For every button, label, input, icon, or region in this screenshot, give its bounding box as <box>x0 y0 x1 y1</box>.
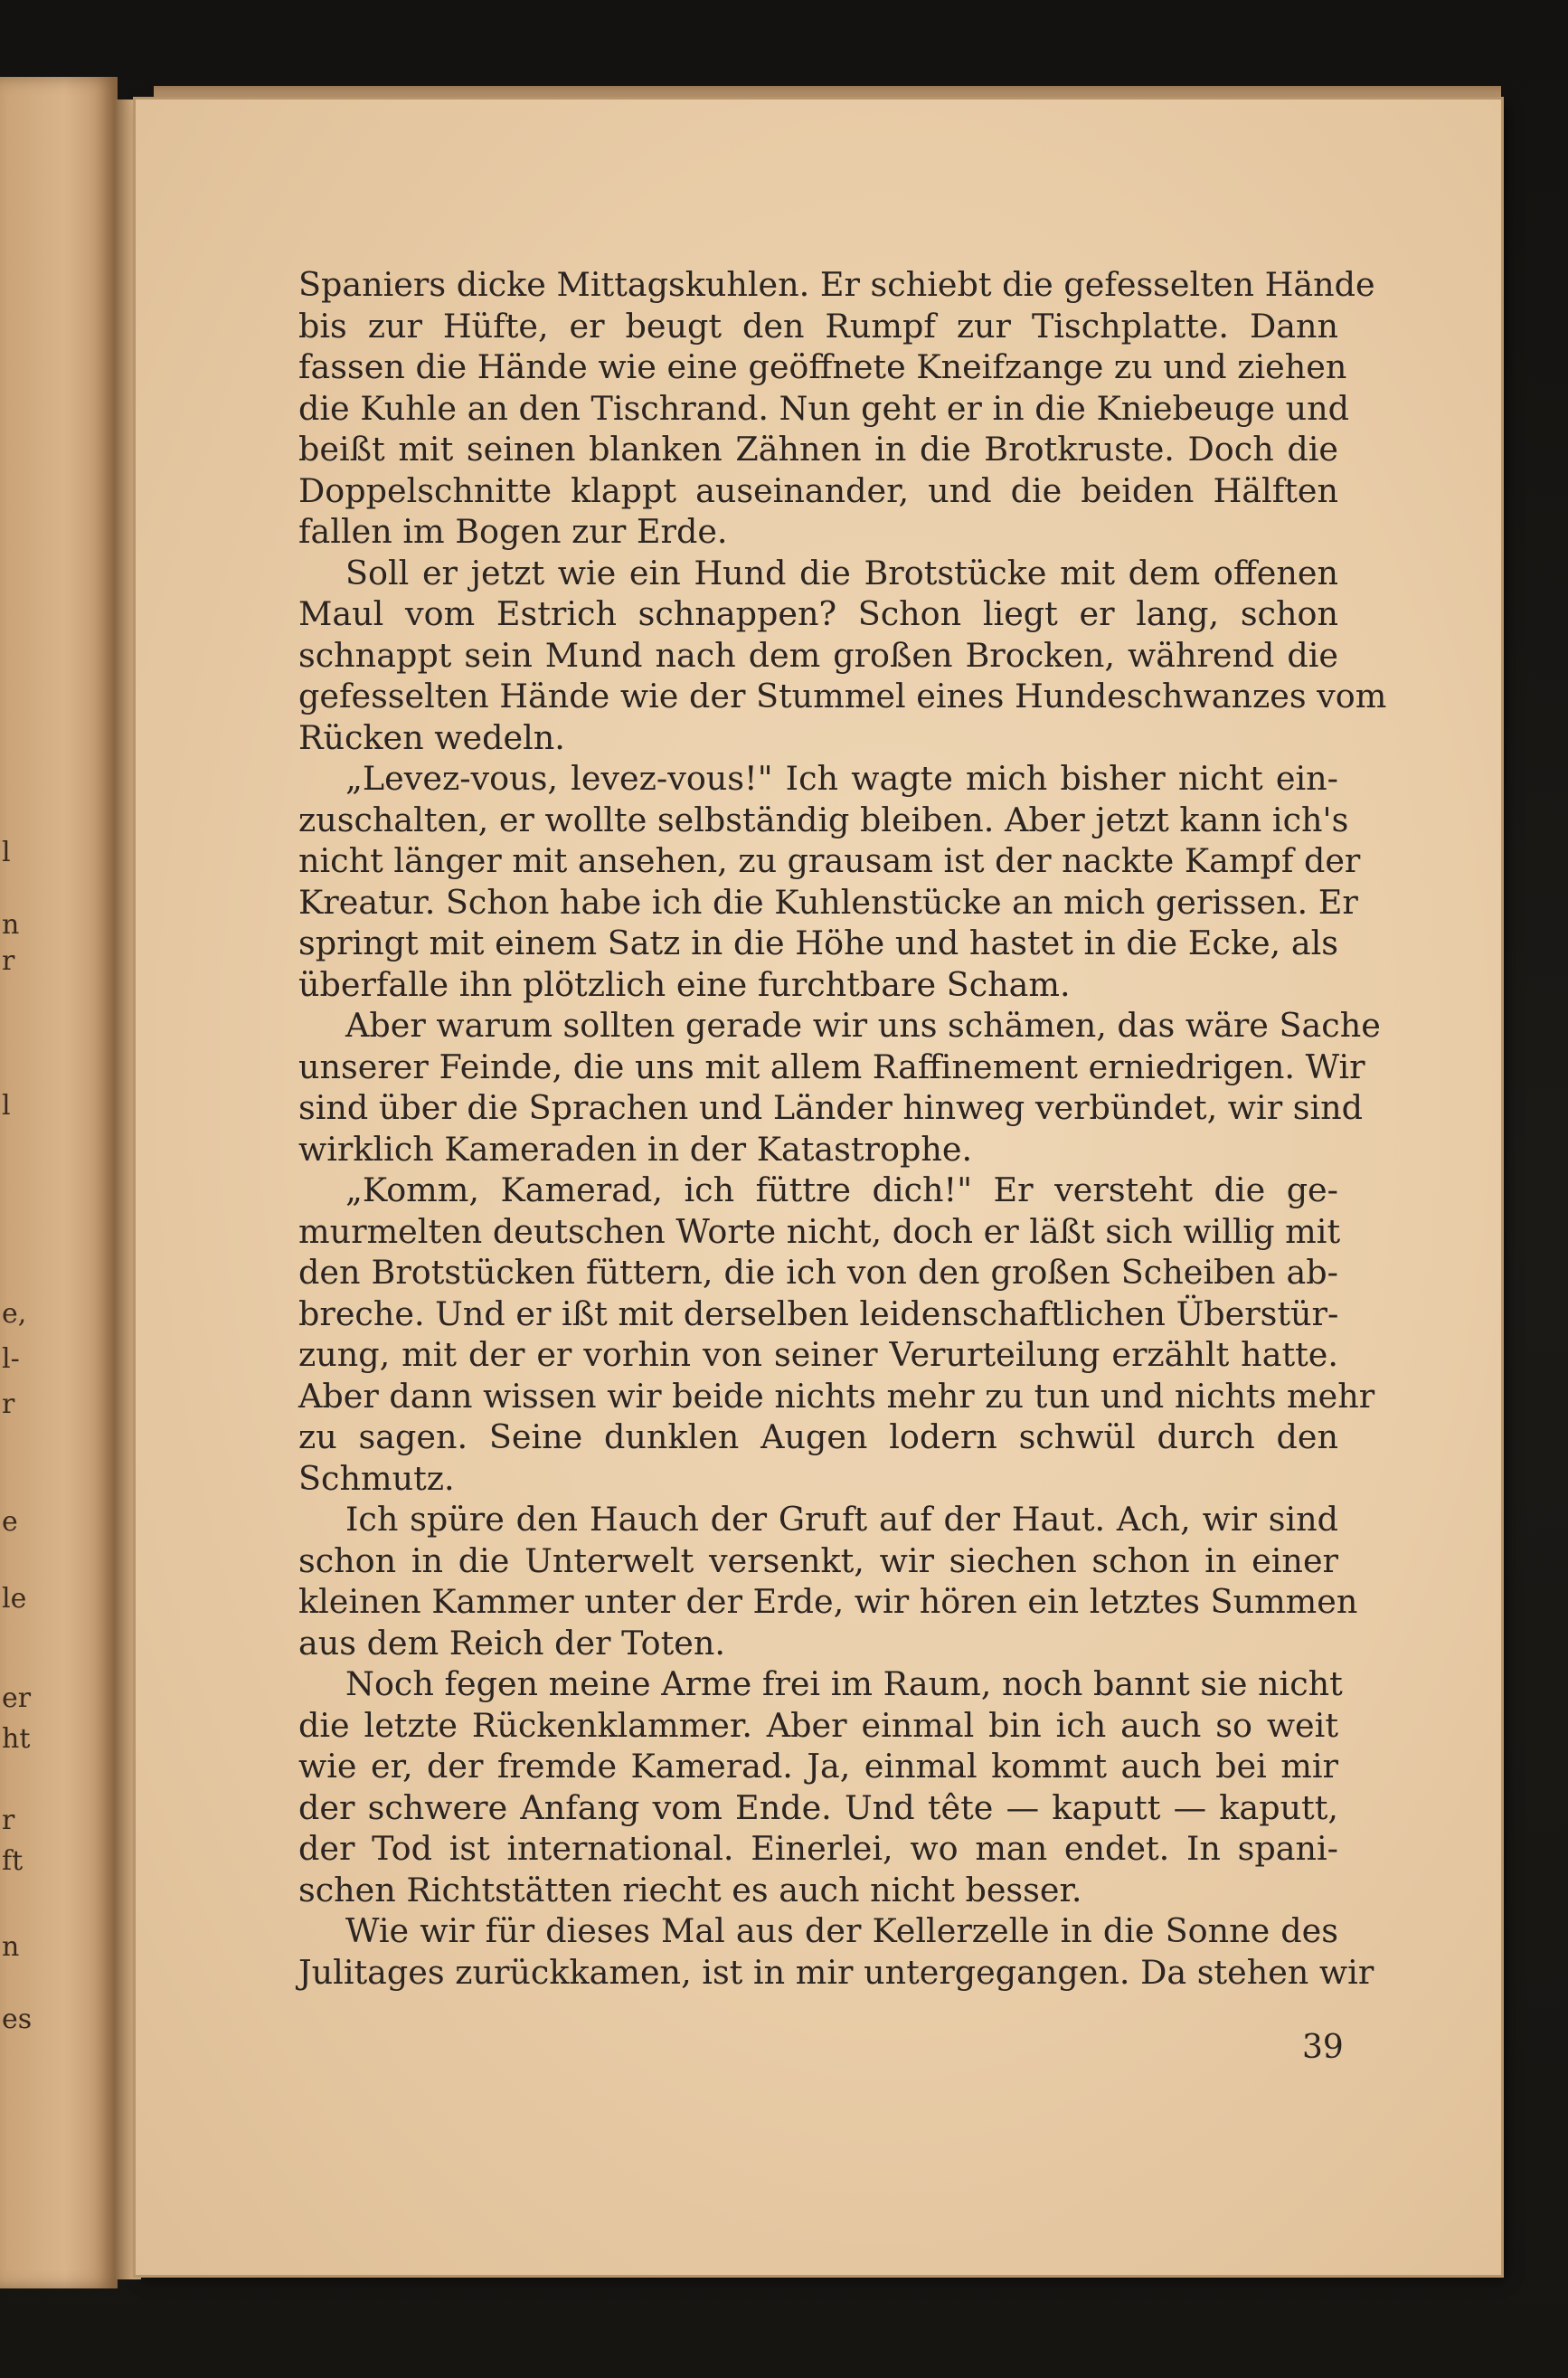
left-facing-page <box>0 77 118 2288</box>
page-number: 39 <box>1302 2029 1344 2066</box>
left-page-fragment: e, <box>2 1298 27 1330</box>
text-line: den Brotstücken füttern, die ich von den großen Scheiben ab- <box>298 1253 1338 1292</box>
text-line: unserer Feinde, die uns mit allem Raffinement erniedrigen. Wir <box>298 1047 1365 1086</box>
left-page-fragment: n <box>2 1931 20 1963</box>
left-page-fragment: r <box>2 1805 15 1836</box>
text-line: beißt mit seinen blanken Zähnen in die Brotkruste. Doch die <box>298 430 1338 469</box>
left-page-fragment: r <box>2 1388 15 1420</box>
text-line: bis zur Hüfte, er beugt den Rumpf zur Tischplatte. Dann <box>298 306 1338 346</box>
text-line: überfalle ihn plötzlich eine furchtbare Scham. <box>298 964 1071 1004</box>
left-page-fragment: er <box>2 1682 32 1714</box>
text-line: Ich spüre den Hauch der Gruft auf der Haut. Ach, wir sind <box>345 1500 1338 1539</box>
text-line: Kreatur. Schon habe ich die Kuhlenstücke an mich gerissen. Er <box>298 882 1358 922</box>
text-line: der Tod ist international. Einerlei, wo man endet. In spani- <box>298 1829 1338 1868</box>
text-line: Aber warum sollten gerade wir uns schämen, das wäre Sache <box>345 1006 1381 1045</box>
text-line: murmelten deutschen Worte nicht, doch er läßt sich willig mit <box>298 1211 1341 1251</box>
left-page-fragment: r <box>2 945 15 977</box>
text-line: wirklich Kameraden in der Katastrophe. <box>298 1129 973 1169</box>
left-page-fragment: le <box>2 1583 27 1615</box>
text-line: breche. Und er ißt mit derselben leidenschaftlichen Überstür- <box>298 1293 1339 1333</box>
text-line: zuschalten, er wollte selbständig bleiben. Aber jetzt kann ich's <box>298 800 1349 839</box>
text-line: der schwere Anfang vom Ende. Und tête — kaputt — kaputt, <box>298 1787 1338 1827</box>
text-line: nicht länger mit ansehen, zu grausam ist der nackte Kampf der <box>298 841 1361 880</box>
text-line: fallen im Bogen zur Erde. <box>298 512 728 551</box>
left-page-fragment: l <box>2 1090 11 1122</box>
text-line: fassen die Hände wie eine geöffnete Kneifzange zu und ziehen <box>298 347 1347 386</box>
text-line: wie er, der fremde Kamerad. Ja, einmal kommt auch bei mir <box>298 1747 1338 1786</box>
text-line: Julitages zurückkamen, ist in mir untergegangen. Da stehen wir <box>298 1952 1374 1992</box>
text-line: schon in die Unterwelt versenkt, wir siechen schon in einer <box>298 1540 1338 1580</box>
text-line: sind über die Sprachen und Länder hinweg verbündet, wir sind <box>298 1088 1364 1127</box>
text-line: Soll er jetzt wie ein Hund die Brotstücke mit dem offenen <box>345 553 1338 592</box>
left-page-fragment: es <box>2 2004 33 2035</box>
text-line: schnappt sein Mund nach dem großen Brocken, während die <box>298 635 1338 675</box>
text-line: Rücken wedeln. <box>298 717 565 757</box>
text-line: die Kuhle an den Tischrand. Nun geht er in die Kniebeuge und <box>298 388 1349 428</box>
left-page-fragment: e <box>2 1506 18 1538</box>
left-page-fragment: ht <box>2 1723 31 1755</box>
text-line: Schmutz. <box>298 1458 455 1498</box>
text-line: „Komm, Kamerad, ich füttre dich!" Er versteht die ge- <box>345 1170 1338 1209</box>
text-line: schen Richtstätten riecht es auch nicht besser. <box>298 1870 1082 1909</box>
text-line: Doppelschnitte klappt auseinander, und die beiden Hälften <box>298 470 1338 510</box>
left-page-fragment: l <box>2 837 11 868</box>
text-line: die letzte Rückenklammer. Aber einmal bin ich auch so weit <box>298 1705 1338 1745</box>
text-line: zung, mit der er vorhin von seiner Verurteilung erzählt hatte. <box>298 1335 1338 1374</box>
left-page-fragment: l- <box>2 1343 20 1375</box>
text-line: Aber dann wissen wir beide nichts mehr zu tun und nichts mehr <box>298 1376 1375 1416</box>
text-line: gefesselten Hände wie der Stummel eines Hundeschwanzes vom <box>298 677 1387 715</box>
text-line: Wie wir für dieses Mal aus der Kellerzelle in die Sonne des <box>345 1911 1338 1950</box>
text-line: Noch fegen meine Arme frei im Raum, noch bannt sie nicht <box>345 1664 1343 1703</box>
text-line: zu sagen. Seine dunklen Augen lodern schwül durch den <box>298 1417 1338 1456</box>
text-line: aus dem Reich der Toten. <box>298 1623 725 1663</box>
text-line: springt mit einem Satz in die Höhe und hastet in die Ecke, als <box>298 924 1338 962</box>
left-page-fragment: ft <box>2 1845 24 1877</box>
left-page-fragment: n <box>2 909 20 941</box>
text-line: Maul vom Estrich schnappen? Schon liegt er lang, schon <box>298 594 1338 633</box>
text-line: kleinen Kammer unter der Erde, wir hören ein letztes Summen <box>298 1582 1358 1621</box>
body-text <box>298 264 1387 1993</box>
text-line: Spaniers dicke Mittagskuhlen. Er schiebt die gefesselten Hände <box>298 265 1375 304</box>
text-line: „Levez-vous, levez-vous!" Ich wagte mich bisher nicht ein- <box>345 759 1338 798</box>
